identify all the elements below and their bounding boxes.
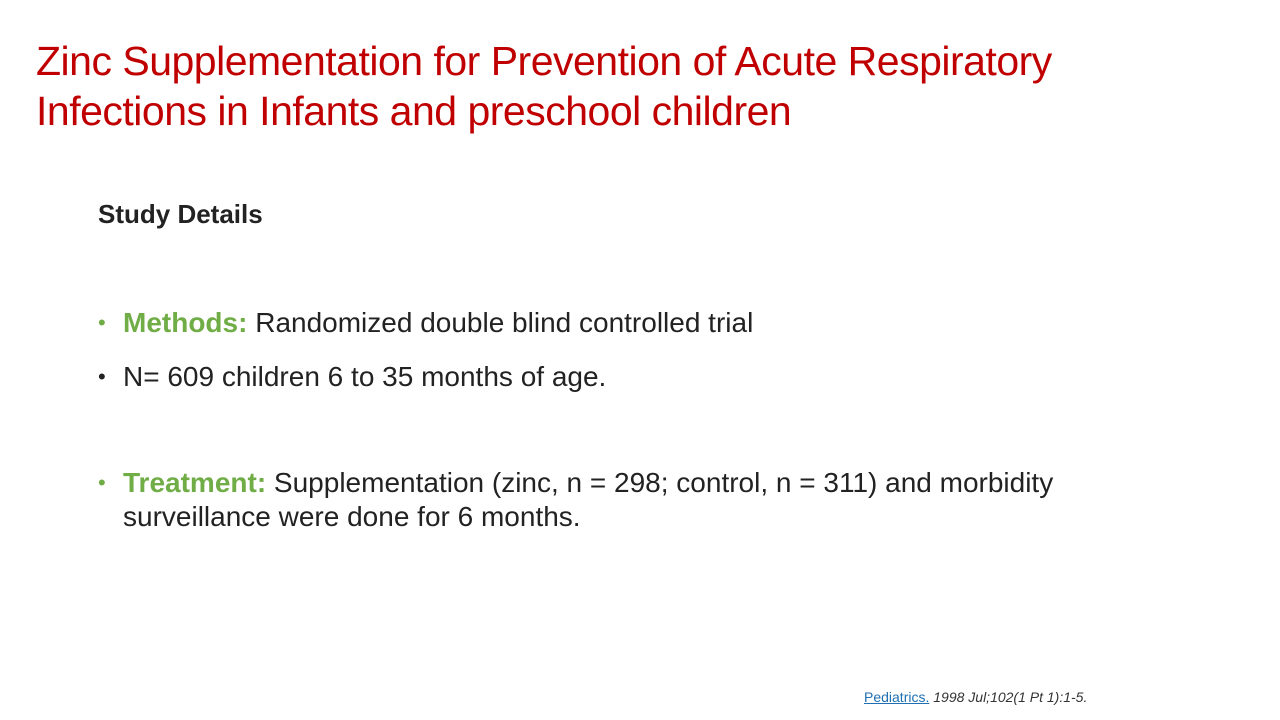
- bullet-treatment: [98, 466, 1158, 534]
- slide-title-line-2: Infections in Infants and preschool children: [36, 88, 792, 134]
- treatment-label: Treatment:: [123, 467, 267, 498]
- sample-size-text: N= 609 children 6 to 35 months of age.: [123, 361, 607, 392]
- bullet-dot-icon: •: [98, 310, 106, 335]
- slide-title: [36, 36, 1266, 136]
- methods-text: Randomized double blind controlled trial: [247, 307, 754, 338]
- bullet-list-treatment: [98, 466, 1158, 554]
- bullet-dot-icon: •: [98, 364, 106, 389]
- citation: [864, 689, 1087, 705]
- treatment-text: Supplementation (zinc, n = 298; control, n = 311) and morbidity surveillance were done for 6 months.: [123, 467, 1054, 532]
- citation-journal-link[interactable]: Pediatrics.: [864, 689, 930, 705]
- methods-label: Methods:: [123, 307, 248, 338]
- bullet-sample-size: [98, 360, 1158, 394]
- study-details-heading: Study Details: [98, 199, 263, 229]
- bullet-dot-icon: •: [98, 470, 106, 495]
- bullet-methods: [98, 306, 1158, 340]
- bullet-list-methods: [98, 306, 1158, 414]
- slide-title-line-1: Zinc Supplementation for Prevention of Acute Respiratory: [36, 38, 1052, 84]
- citation-details: 1998 Jul;102(1 Pt 1):1-5.: [929, 689, 1088, 705]
